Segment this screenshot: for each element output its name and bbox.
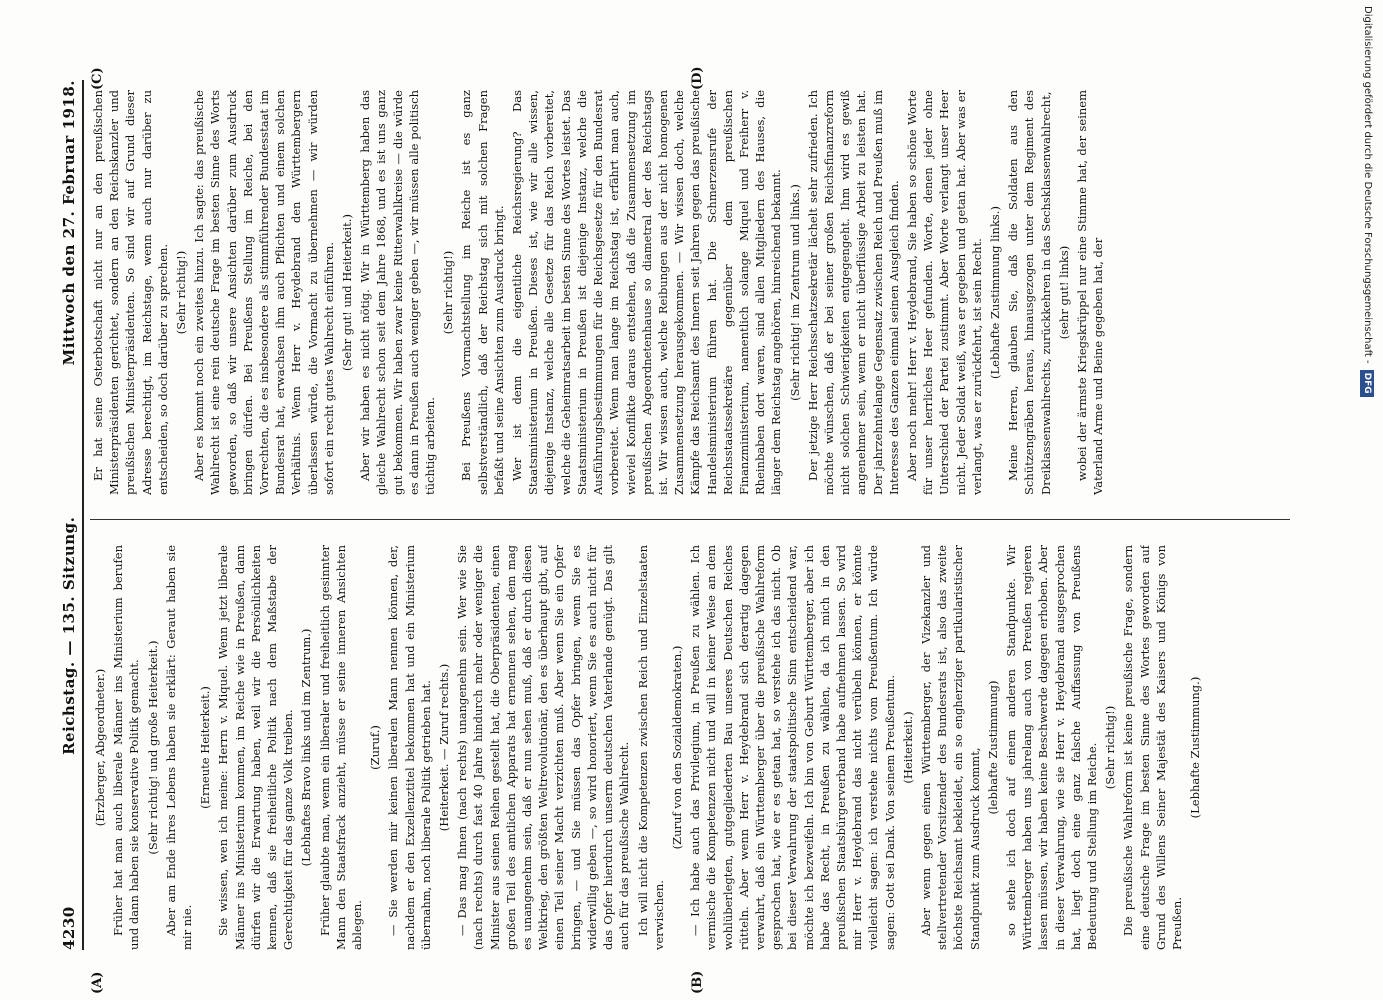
interjection: (Sehr richtig!): [441, 250, 456, 335]
interjection: (lebhafte Zustimmung): [985, 680, 1000, 815]
dfg-notice-line: [1355, 6, 1379, 991]
paragraph: Aber wir haben es nicht nötig. Wir in Württemberg haben das gleiche Wahlrecht schon seit dem Jahre 1868, und es ist uns ganz gut bekommen. Wir haben zwar keine Ritterwahlkreise — die würde es dann in Preußen auch weniger geben —, wir müssen alle politisch tüchtig arbeiten.: [358, 90, 438, 495]
margin-marker-d: (D): [690, 66, 705, 90]
paragraph: so stehe ich doch auf einem anderen Standpunkte. Wir Württemberger haben uns jahrelang auch von Preußen regieren lassen müssen, wir haben keine Beschwerde dagegen erhoben. Aber in dieser Verwahrung, wie sie Herr v. Heydebrand ausgesprochen hat, liegt doch eine ganz falsche Auffassung von Preußens Bedeutung und Stellung im Reiche.: [1003, 545, 1099, 950]
interjection: (Heiterkeit. — Zuruf rechts.): [437, 663, 452, 832]
paragraph: Aber es kommt noch ein zweites hinzu. Ich sagte: das preußische Wahlrecht ist eine rein deutsche Frage im besten Sinne des Worts geworden, so daß wir unsere Ansichten darüber zum Ausdruck bringen dürfen. Bei Preußens Stellung im Reiche, bei den Vorrechten, die es insbesondere als stimmführender Bundesstaat im Bundesrat hat, erwachsen ihm auch Pflichten und einem solchen Verhältnis. Wenn Herr v. Heydebrand den Württembergern überlassen würde, die Vormacht zu übernehmen — wir würden sofort ein recht gutes Wahlrecht einführen.: [192, 90, 336, 495]
paragraph: Der jetzige Herr Reichsschatzsekretär lächelt sehr zufrieden. Ich möchte wünschen, daß er bei seiner großen Reichsfinanzreform nicht solchen Schwierigkeiten entgegengeht. Ihm wird es gewiß angenehmer sein, wenn er nicht überflüssige Arbeit zu leisten hat. Der jahrzehntelange Gegensatz zwischen Reich und Preußen muß im Interesse des Ganzen einmal seinen Ausgleich finden.: [805, 90, 901, 495]
margin-marker-a: (A): [90, 971, 105, 994]
column-divider: [90, 519, 1290, 520]
page-number: 4230: [60, 906, 78, 950]
margin-marker-b: (B): [690, 970, 705, 994]
paragraph: — Das mag Ihnen (nach rechts) unangenehm sein. Wer wie Sie (nach rechts) durch fast 40 Jahre hindurch mehr oder weniger die Minister aus seinen Reihen gestellt hat, die Oberpräsidenten, einen großen Teil des amtlichen Apparats hat ernennen sehen, dem mag es unangenehm sein, daß er nun sehen muß, daß er durch diesen Weltkrieg, den größten Weltrevolutionär, den es überhaupt gibt, auf einen Teil seiner Macht verzichten muß. Aber wenn Sie ein Opfer bringen, — und Sie müssen das Opfer bringen, wenn Sie es widerwillig geben —, so wird honoriert, wenn Sie es auch nicht für das Opfer hierdurch unserm deutschen Vaterlande genügt. Das gilt auch für das preußische Wahlrecht.: [455, 545, 632, 950]
paragraph: — Ich habe auch das Privilegium, in Preußen zu wählen. Ich vermische die Kompetenzen nicht und will in keiner Weise an dem wohlüberlegten, gutgegliederten Bau unseres Deutschen Reiches rütteln. Aber wenn Herr v. Heydebrand sich derartig dagegen verwahrt, daß ein Württemberger über die preußische Wahlreform gesprochen hat, wie er es getan hat, so verstehe ich das nicht. Ob bei dieser Verwahrung der staatspolitische Sinn entscheidend war, möchte ich bezweifeln. Ich bin von Geburt Württemberger, aber ich habe das Recht, in Preußen zu wählen, da ich mich in den preußischen Staatsbürgerverband habe aufnehmen lassen. So wird mir Herr v. Heydebrand das nicht verübeln können, er könnte vielleicht sagen: ich verstehe nichts vom Preußentum. Ich würde sagen: Gott sei Dank. Von seinem Preußentum.: [688, 545, 897, 950]
session-date: Mittwoch den 27. Februar 1918.: [60, 80, 78, 366]
interjection: (Sehr richtig!): [174, 250, 189, 335]
interjection: (Zuruf von den Sozialdemokraten.): [669, 645, 684, 850]
interjection: (Erzberger, Abgeordneter.): [93, 668, 107, 827]
paragraph: Aber am Ende ihres Lebens haben sie erklärt: Geraut haben sie mir nie.: [163, 545, 195, 950]
dfg-logo: DFG: [1360, 370, 1374, 397]
paragraph: Sie wissen, wen ich meine: Herrn v. Miquel. Wenn jetzt liberale Männer ins Ministerium kommen, im Reiche wie in Preußen, dann dürfen wir die Erwartung haben, weil wir die Persönlichkeiten kennen, daß sie freiheitliche Politik nach dem Maßstabe der Gerechtigkeit für das ganze Volk treiben.: [216, 545, 296, 950]
session-title: Reichstag. — 135. Sitzung.: [60, 516, 78, 755]
interjection: (Sehr richtig! und große Heiterkeit.): [145, 640, 160, 855]
paragraph: Bei Preußens Vormachtstellung im Reiche ist es ganz selbstverständlich, daß der Reichstag sich mit solchen Fragen befaßt und seine Ansichten zum Ausdruck bringt.: [459, 90, 506, 495]
margin-marker-c: (C): [90, 67, 105, 90]
header-rule: [82, 80, 84, 950]
interjection: (Lebhafte Zustimmung links.): [987, 206, 1002, 379]
interjection: (Sehr richtig! im Zentrum und links.): [787, 184, 802, 401]
interjection: (Zuruf.): [368, 725, 383, 770]
paragraph: Ich will nicht die Kompetenzen zwischen Reich und Einzelstaaten verwischen.: [635, 545, 666, 950]
interjection: (Sehr richtig!): [1103, 705, 1118, 790]
paragraph: — Sie werden mir keinen liberalen Mann nennen können, der, nachdem er den Exzellenztitel bekommen hat und ein Ministerium übernahm, noch liberale Politik getrieben hat.: [386, 545, 433, 950]
interjection: (Sehr gut! und Heiterkeit.): [340, 214, 355, 371]
interjection: (Lebhafte Zustimmung.): [1188, 676, 1203, 819]
interjection: (sehr gut! links): [1056, 245, 1071, 340]
paragraph: Aber noch mehr! Herr v. Heydebrand, Sie haben so schöne Worte für unser herrliches Heer gefunden. Worte, denen jeder ohne Unterschied der Partei zustimmt. Aber Worte verlangt unser Heer nicht. Jeder Soldat weiß, was er gegeben und getan hat. Aber was er verlangt, was er zurückfehrt, ist sein Recht.: [904, 90, 984, 495]
right-column: [90, 90, 1290, 495]
paragraph: Früher hat man auch liberale Männer ins Ministerium berufen und dann haben sie konservative Politik gemacht.: [111, 545, 142, 950]
paragraph: Aber wenn gegen einen Württemberger, der Vizekanzler und stellvertretender Vorsitzender des Bundesrats ist, also das zweite höchste Reichsamt bekleidet, ein so engherziger partikularistischer Standpunkt zum Ausdruck kommt,: [918, 545, 982, 950]
paragraph: Wer ist denn die eigentliche Reichsregierung? Das Staatsministerium in Preußen. Dieses ist, wie wir alle wissen, diejenige Instanz, welche alle Gesetze für das Reich vorbereitet, welche die Geheimratsarbeit im besten Sinne des Wortes leistet. Das Staatsministerium in Preußen ist diejenige Instanz, welche die Ausführungsbestimmungen für die Reichsgesetze für den Bundesrat vorbereitet. Wenn man lange im Reichstag ist, erfährt man auch, wieviel Konflikte daraus entstehen, daß die Zusammensetzung im preußischen Abgeordnetenhause so diametral der des Reichstags ist. Wir wissen auch, welche Reibungen aus der nicht homogenen Zusammensetzung herausgekommen. — Wir wissen doch, welche Kämpfe das Reichsamt des Innern seit Jahren gegen das preußische Handelsministerium führen hat. Die Schmerzensrufe der Reichsstaatssekretäre gegenüber dem preußischen Finanzministerium, namentlich solange Miquel und Freiherr v. Rheinbaben dort waren, sind allen Mitgliedern des Hauses, die länger dem Reichstag angehören, hinreichend bekannt.: [510, 90, 784, 495]
interjection: (Erneute Heiterkeit.): [198, 686, 213, 809]
dfg-sidebar: [1355, 6, 1379, 991]
rotated-page-content: [54, 66, 1304, 994]
page-header: [54, 80, 84, 950]
interjection: (Heiterkeit.): [900, 711, 915, 784]
dfg-notice: Digitalisierung gefördert durch die Deutsche Forschungsgemeinschaft -: [1362, 6, 1373, 364]
text-columns: [90, 66, 1290, 994]
left-column: [90, 545, 1290, 950]
paragraph: Er hat seine Osterbotschaft nicht nur an den preußischen Ministerpräsidenten gerichtet, sondern an den Reichskanzler und preußischen Ministerpräsidenten. So sind wir auf Grund dieser Adresse berechtigt, im Reichstage, wenn auch nur darüber zu entscheiden, so doch darüber zu sprechen.: [91, 90, 170, 495]
paragraph: Die preußische Wahlreform ist keine preußische Frage, sondern eine deutsche Frage im besten Sinne des Wortes geworden auf Grund des Willens Seiner Majestät des Kaisers und Königs von Preußen.: [1121, 545, 1184, 950]
paragraph: Früher glaubte man, wenn ein liberaler und freiheitlich gesinnter Mann den Staatsfrack anzieht, müsse er seine inneren Ansichten ablegen.: [317, 545, 365, 950]
interjection: (Lebhaftes Bravo links und im Zentrum.): [299, 628, 314, 867]
paragraph: Meine Herren, glauben Sie, daß die Soldaten aus den Schützengräben heraus, hinausgezogen unter dem Regiment des Dreiklassenwahlrechts, zurückkehren in das Sechsklassenwahlrecht,: [1006, 90, 1053, 495]
paragraph: wobei der ärmste Kriegskrüppel nur eine Stimme hat, der seinem Vaterland Arme und Beine gegeben hat, der: [1074, 90, 1106, 495]
